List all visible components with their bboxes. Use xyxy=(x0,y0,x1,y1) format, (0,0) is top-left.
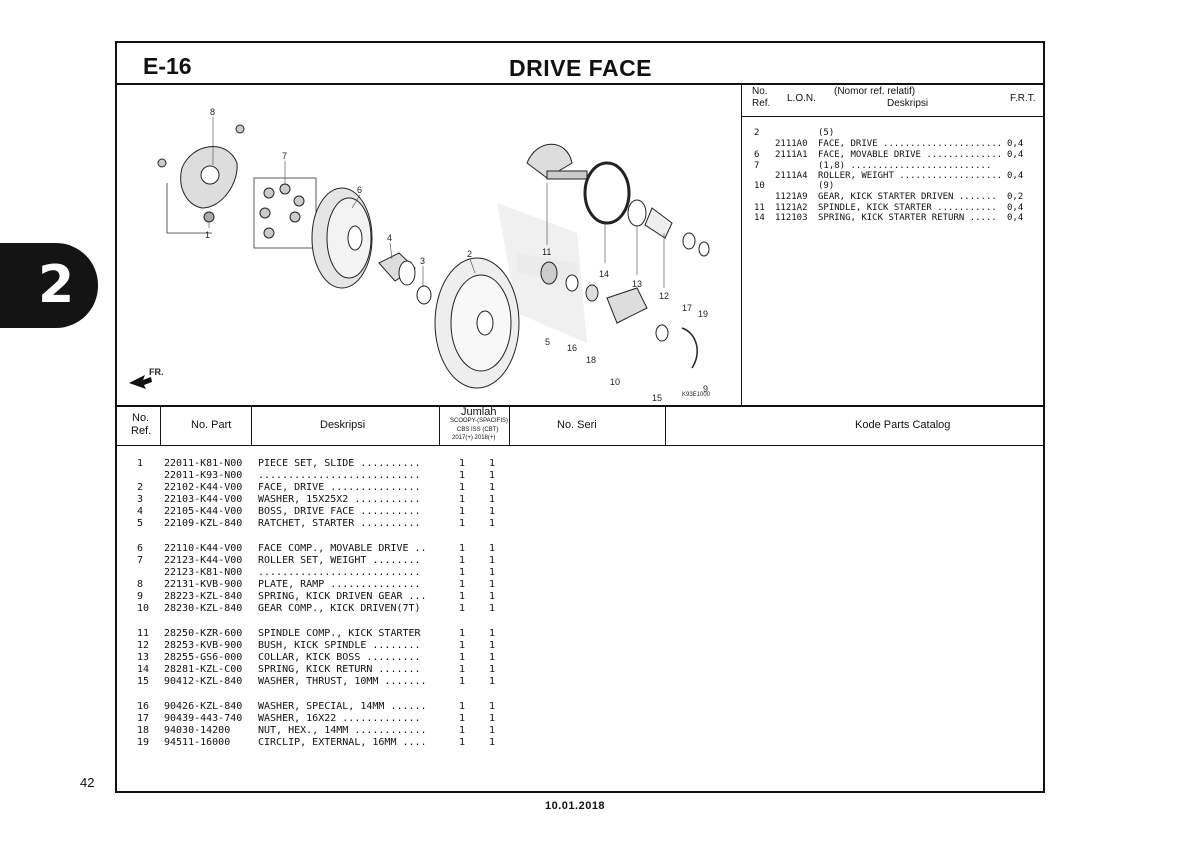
row-part-number: 28255-GS6-000 xyxy=(164,652,243,663)
row-description: WASHER, SPECIAL, 14MM ...... xyxy=(258,701,427,712)
callout-10: 10 xyxy=(610,377,621,387)
row-ref: 8 xyxy=(137,579,144,590)
row-ref: 6 xyxy=(137,543,144,554)
header-serial: No. Seri xyxy=(557,419,597,431)
callout-9: 9 xyxy=(703,384,709,394)
collar-13 xyxy=(628,200,646,226)
lon-ref: 2 xyxy=(754,128,760,138)
row-qty-2018: 1 xyxy=(489,640,496,651)
row-part-number: 22131-KVB-900 xyxy=(164,579,243,590)
row-qty-2018: 1 xyxy=(489,579,496,590)
row-qty-2017: 1 xyxy=(459,628,466,639)
row-description: PIECE SET, SLIDE .......... xyxy=(258,458,421,469)
row-ref: 13 xyxy=(137,652,150,663)
row-description: BOSS, DRIVE FACE .......... xyxy=(258,506,421,517)
row-part-number: 28281-KZL-C00 xyxy=(164,664,243,675)
lon-frt: 0,4 xyxy=(1007,150,1024,160)
callout-14: 14 xyxy=(599,269,610,279)
row-ref: 1 xyxy=(137,458,144,469)
washer-17 xyxy=(683,233,695,249)
row-part-number: 22102-K44-V00 xyxy=(164,482,243,493)
lon-description: (1,8) .......................... xyxy=(818,161,992,171)
lon-frt: 0,2 xyxy=(1007,192,1024,202)
row-description: WASHER, THRUST, 10MM ....... xyxy=(258,676,427,687)
lon-ref: 10 xyxy=(754,181,765,191)
row-description: SPINDLE COMP., KICK STARTER xyxy=(258,628,421,639)
lon-header-no: No. xyxy=(752,86,768,97)
row-part-number: 94511-16000 xyxy=(164,737,231,748)
row-part-number: 28250-KZR-600 xyxy=(164,628,243,639)
lon-description: (5) xyxy=(818,128,835,138)
page-number: 42 xyxy=(80,775,95,790)
lon-code: 1121A9 xyxy=(775,192,808,202)
front-arrow-icon xyxy=(129,367,164,389)
callout-12: 12 xyxy=(659,291,670,301)
header-part-number: No. Part xyxy=(191,419,232,431)
lon-description: SPINDLE, KICK STARTER ........... xyxy=(818,203,997,213)
lon-description: FACE, MOVABLE DRIVE .............. xyxy=(818,150,1003,160)
exploded-parts-diagram xyxy=(117,83,742,405)
row-qty-2017: 1 xyxy=(459,506,466,517)
row-part-number: 90426-KZL-840 xyxy=(164,701,243,712)
row-qty-2017: 1 xyxy=(459,567,466,578)
row-qty-2018: 1 xyxy=(489,676,496,687)
row-qty-2018: 1 xyxy=(489,652,496,663)
kick-starter-spindle xyxy=(527,144,587,179)
callout-8: 8 xyxy=(210,107,216,117)
row-ref: 10 xyxy=(137,603,150,614)
row-ref: 2 xyxy=(137,482,144,493)
callout-6: 6 xyxy=(357,185,363,195)
diagram-drawing xyxy=(117,83,741,405)
row-description: FACE, DRIVE ............... xyxy=(258,482,421,493)
row-qty-2017: 1 xyxy=(459,676,466,687)
row-qty-2018: 1 xyxy=(489,567,496,578)
row-qty-2018: 1 xyxy=(489,458,496,469)
header-years: 2017(+) 2018(+) xyxy=(452,435,496,441)
row-part-number: 22105-K44-V00 xyxy=(164,506,243,517)
chapter-number: 2 xyxy=(38,255,75,315)
lon-description: (9) xyxy=(818,181,835,191)
circlip-19 xyxy=(699,242,709,256)
row-ref: 11 xyxy=(137,628,150,639)
row-qty-2018: 1 xyxy=(489,603,496,614)
row-qty-2018: 1 xyxy=(489,494,496,505)
washer-3 xyxy=(417,286,431,304)
ramp-plate-group xyxy=(158,125,244,233)
row-qty-2017: 1 xyxy=(459,555,466,566)
row-part-number: 22011-K93-N00 xyxy=(164,470,243,481)
callout-13: 13 xyxy=(632,279,643,289)
driven-gear-10 xyxy=(607,288,647,323)
divider xyxy=(251,407,252,445)
callout-17: 17 xyxy=(682,303,693,313)
row-ref: 19 xyxy=(137,737,150,748)
row-qty-2017: 1 xyxy=(459,664,466,675)
row-qty-2018: 1 xyxy=(489,591,496,602)
divider xyxy=(439,407,440,445)
ratchet-5 xyxy=(541,262,557,284)
row-qty-2017: 1 xyxy=(459,591,466,602)
lon-frt: 0,4 xyxy=(1007,139,1024,149)
row-part-number: 22011-K81-N00 xyxy=(164,458,243,469)
divider xyxy=(665,407,666,445)
movable-drive-face xyxy=(312,188,372,288)
row-ref: 5 xyxy=(137,518,144,529)
row-ref: 16 xyxy=(137,701,150,712)
lon-header-desc: Deskripsi xyxy=(887,98,929,109)
row-qty-2018: 1 xyxy=(489,506,496,517)
row-qty-2017: 1 xyxy=(459,482,466,493)
row-qty-2018: 1 xyxy=(489,518,496,529)
figure-code: K93E1000 xyxy=(682,392,711,398)
lon-description: FACE, DRIVE ...................... xyxy=(818,139,1003,149)
row-description: ........................... xyxy=(258,567,421,578)
row-qty-2017: 1 xyxy=(459,603,466,614)
revision-date: 10.01.2018 xyxy=(545,800,606,812)
header-model: SCOOPY-(SPACIFIS) xyxy=(450,418,509,424)
row-qty-2017: 1 xyxy=(459,737,466,748)
callout-15: 15 xyxy=(652,393,663,403)
row-ref: 18 xyxy=(137,725,150,736)
row-qty-2017: 1 xyxy=(459,470,466,481)
row-part-number: 90439-443-740 xyxy=(164,713,243,724)
row-part-number: 22110-K44-V00 xyxy=(164,543,243,554)
lon-description: SPRING, KICK STARTER RETURN ..... xyxy=(818,213,997,223)
row-part-number: 90412-KZL-840 xyxy=(164,676,243,687)
lon-ref: 11 xyxy=(754,203,765,213)
row-part-number: 94030-14200 xyxy=(164,725,231,736)
row-part-number: 22103-K44-V00 xyxy=(164,494,243,505)
header-quantity: Jumlah xyxy=(461,406,497,418)
row-qty-2017: 1 xyxy=(459,652,466,663)
callout-4: 4 xyxy=(387,233,393,243)
page-header xyxy=(117,43,1043,85)
row-part-number: 28253-KVB-900 xyxy=(164,640,243,651)
row-part-number: 28223-KZL-840 xyxy=(164,591,243,602)
row-qty-2017: 1 xyxy=(459,725,466,736)
callout-16: 16 xyxy=(567,343,578,353)
row-qty-2017: 1 xyxy=(459,543,466,554)
drive-face-boss xyxy=(379,253,415,285)
leader-lines xyxy=(209,117,664,288)
row-qty-2017: 1 xyxy=(459,701,466,712)
lon-frt: 0,4 xyxy=(1007,203,1024,213)
callout-18: 18 xyxy=(586,355,597,365)
row-qty-2017: 1 xyxy=(459,713,466,724)
row-ref: 17 xyxy=(137,713,150,724)
spring-9 xyxy=(682,328,697,368)
row-description: RATCHET, STARTER .......... xyxy=(258,518,421,529)
row-description: SPRING, KICK RETURN ....... xyxy=(258,664,421,675)
row-part-number: 22109-KZL-840 xyxy=(164,518,243,529)
row-qty-2018: 1 xyxy=(489,470,496,481)
row-description: PLATE, RAMP ............... xyxy=(258,579,421,590)
lon-code: 2111A4 xyxy=(775,171,808,181)
row-qty-2018: 1 xyxy=(489,725,496,736)
lon-description: GEAR, KICK STARTER DRIVEN ....... xyxy=(818,192,997,202)
row-qty-2018: 1 xyxy=(489,737,496,748)
callout-2: 2 xyxy=(467,249,473,259)
row-part-number: 22123-K81-N00 xyxy=(164,567,243,578)
row-ref: 4 xyxy=(137,506,144,517)
callout-19: 19 xyxy=(698,309,709,319)
row-ref: 9 xyxy=(137,591,144,602)
row-qty-2017: 1 xyxy=(459,458,466,469)
row-description: FACE COMP., MOVABLE DRIVE .. xyxy=(258,543,427,554)
callout-3: 3 xyxy=(420,256,426,266)
lon-header-nomor: (Nomor ref. relatif) xyxy=(834,86,916,97)
front-label: FR. xyxy=(149,367,164,377)
row-ref: 15 xyxy=(137,676,150,687)
lon-code: 2111A1 xyxy=(775,150,808,160)
row-description: COLLAR, KICK BOSS ......... xyxy=(258,652,421,663)
row-qty-2018: 1 xyxy=(489,701,496,712)
washer-15 xyxy=(656,325,668,341)
header-description: Deskripsi xyxy=(320,419,366,431)
row-description: ........................... xyxy=(258,470,421,481)
lon-ref: 6 xyxy=(754,150,760,160)
row-description: SPRING, KICK DRIVEN GEAR ... xyxy=(258,591,427,602)
return-spring xyxy=(585,163,629,223)
row-qty-2018: 1 xyxy=(489,664,496,675)
callout-7: 7 xyxy=(282,151,288,161)
drive-face-fan xyxy=(435,258,519,388)
row-qty-2018: 1 xyxy=(489,628,496,639)
lon-description: ROLLER, WEIGHT ................... xyxy=(818,171,1003,181)
callout-5: 5 xyxy=(545,337,551,347)
lon-table-header xyxy=(742,83,1043,117)
lon-code: 2111A0 xyxy=(775,139,808,149)
parts-list-table xyxy=(117,405,1043,793)
lon-code: 1121A2 xyxy=(775,203,808,213)
roller-set-group xyxy=(254,178,316,248)
divider xyxy=(160,407,161,445)
row-qty-2018: 1 xyxy=(489,713,496,724)
row-description: WASHER, 16X22 ............. xyxy=(258,713,421,724)
lon-header-lon: L.O.N. xyxy=(787,93,816,104)
header-no: No. xyxy=(132,412,150,424)
divider xyxy=(509,407,510,445)
callout-1: 1 xyxy=(205,230,211,240)
row-qty-2017: 1 xyxy=(459,494,466,505)
washer-16 xyxy=(566,275,578,291)
row-ref: 3 xyxy=(137,494,144,505)
row-description: NUT, HEX., 14MM ............ xyxy=(258,725,427,736)
row-description: WASHER, 15X25X2 ........... xyxy=(258,494,421,505)
header-model-variant: CBS ISS (CBT) xyxy=(457,427,499,433)
row-description: ROLLER SET, WEIGHT ........ xyxy=(258,555,421,566)
lon-ref: 7 xyxy=(754,161,760,171)
lon-code: 112103 xyxy=(775,213,808,223)
row-part-number: 22123-K44-V00 xyxy=(164,555,243,566)
row-description: BUSH, KICK SPINDLE ........ xyxy=(258,640,421,651)
lon-header-frt: F.R.T. xyxy=(1010,93,1036,104)
row-part-number: 28230-KZL-840 xyxy=(164,603,243,614)
row-description: GEAR COMP., KICK DRIVEN(7T) xyxy=(258,603,421,614)
row-description: CIRCLIP, EXTERNAL, 16MM .... xyxy=(258,737,427,748)
row-ref: 12 xyxy=(137,640,150,651)
nut-18 xyxy=(586,285,598,301)
row-qty-2018: 1 xyxy=(489,482,496,493)
lon-frt: 0,4 xyxy=(1007,213,1024,223)
row-qty-2018: 1 xyxy=(489,555,496,566)
lon-table xyxy=(742,83,1043,405)
row-ref: 7 xyxy=(137,555,144,566)
row-qty-2018: 1 xyxy=(489,543,496,554)
header-ref: Ref. xyxy=(131,425,152,437)
section-code: E-16 xyxy=(143,53,192,79)
row-qty-2017: 1 xyxy=(459,518,466,529)
row-ref: 14 xyxy=(137,664,150,675)
parts-table-header xyxy=(117,407,1043,446)
chapter-tab xyxy=(0,243,98,328)
lon-frt: 0,4 xyxy=(1007,171,1024,181)
catalog-page-frame xyxy=(115,41,1045,793)
lon-ref: 14 xyxy=(754,213,765,223)
header-catalog-code: Kode Parts Catalog xyxy=(855,419,951,431)
lon-header-ref: Ref. xyxy=(752,98,771,109)
page-title: DRIVE FACE xyxy=(509,55,653,81)
callout-11: 11 xyxy=(542,247,552,257)
row-qty-2017: 1 xyxy=(459,640,466,651)
row-qty-2017: 1 xyxy=(459,579,466,590)
bush-12 xyxy=(645,208,672,238)
